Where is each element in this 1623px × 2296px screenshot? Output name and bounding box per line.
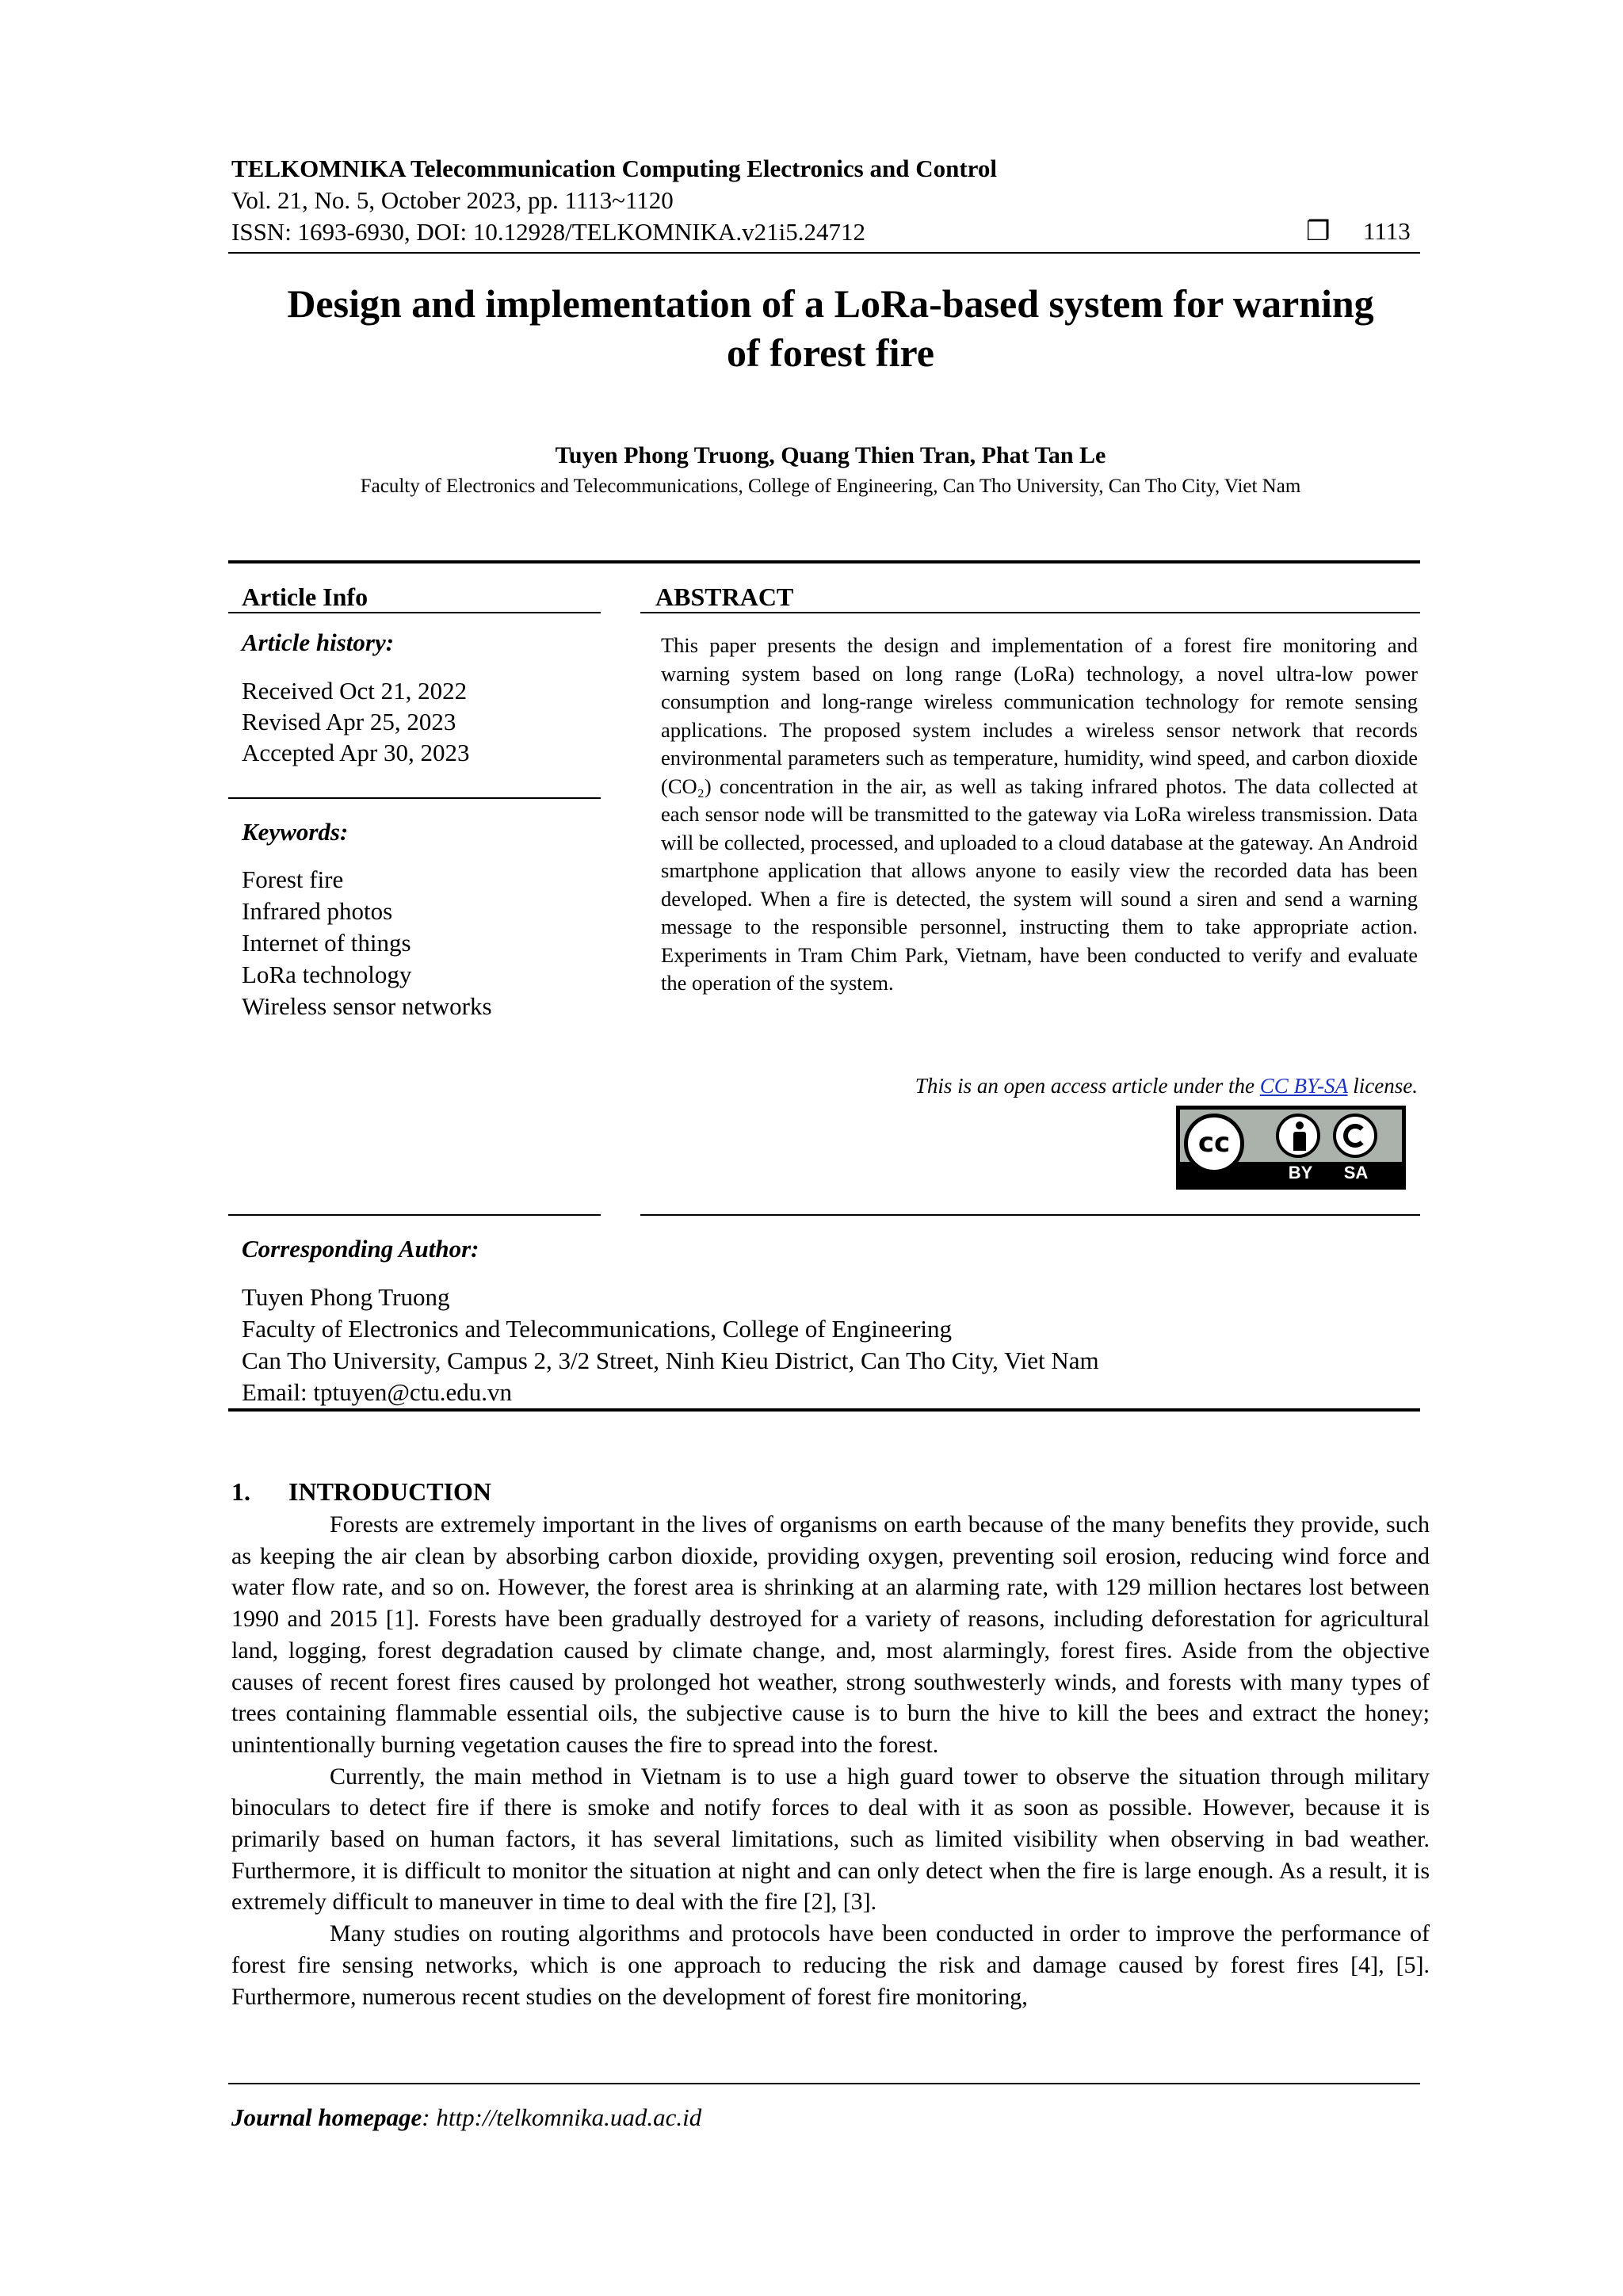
corresponding-email: Email: tptuyen@ctu.edu.vn <box>242 1378 513 1406</box>
keyword-item: Wireless sensor networks <box>242 992 492 1020</box>
keywords-rule <box>228 797 601 799</box>
article-info-heading: Article Info <box>242 583 369 611</box>
page-number: 1113 <box>1363 217 1411 245</box>
keyword-list <box>242 864 492 1022</box>
paragraph: Currently, the main method in Vietnam is to use a high guard tower to observe the situation through military binoculars to detect fire if there is smoke and notify forces to deal with it as soon as possible. However, because it is primarily based on human factors, it has several limitations, such as limited visibility when observing in bad weather. Furthermore, it is difficult to monitor the situation at night and can only detect when the fire is large enough. As a result, it is extremely difficult to maneuver in time to deal with the fire [2], [3]. <box>231 1763 1430 1916</box>
section-heading <box>231 1477 491 1507</box>
corresponding-dept: Faculty of Electronics and Telecommunications, College of Engineering <box>242 1315 953 1343</box>
corresponding-bottom-rule <box>228 1408 1420 1412</box>
corresponding-heading: Corresponding Author: <box>242 1235 479 1263</box>
revised-date: Revised Apr 25, 2023 <box>242 708 456 735</box>
abstract-heading: ABSTRACT <box>655 583 794 611</box>
info-top-rule <box>228 560 1420 563</box>
cc-by-sa-link[interactable]: CC BY-SA <box>1259 1074 1348 1098</box>
corresponding-name: Tuyen Phong Truong <box>242 1283 450 1311</box>
volume-info: Vol. 21, No. 5, October 2023, pp. 1113~1120 <box>231 186 674 214</box>
corresponding-block <box>242 1282 1099 1408</box>
cc-icon <box>1184 1114 1244 1174</box>
abstract-bottom-rule <box>640 1214 1420 1216</box>
introduction-body <box>231 1509 1430 2012</box>
header-rule <box>228 252 1420 254</box>
paragraph: Forests are extremely important in the lives of organisms on earth because of the many benefits they provide, such as keeping the air clean by absorbing carbon dioxide, providing oxygen, preventing soil erosion, reducing wind force and water flow rate, and so on. However, the forest area is shrinking at an alarming rate, with 129 million hectares lost between 1990 and 2015 [1]. Forests have been gradually destroyed for a variety of reasons, including deforestation for agricultural land, logging, forest degradation caused by climate change, and, most alarmingly, forest fires. Aside from the objective causes of recent forest fires caused by prolonged hot weather, strong southwesterly winds, and forests with many types of trees containing flammable essential oils, the subjective cause is to burn the hive to kill the bees and extract the honey; unintentionally burning vegetation causes the fire to spread into the forest. <box>231 1511 1430 1758</box>
sa-icon <box>1333 1114 1377 1158</box>
license-suffix: license. <box>1347 1074 1418 1098</box>
license-prefix: This is an open access article under the <box>915 1074 1260 1098</box>
by-person-icon <box>1276 1114 1320 1158</box>
license-note <box>661 1074 1418 1098</box>
received-date: Received Oct 21, 2022 <box>242 677 468 705</box>
section-number: 1. <box>231 1477 250 1506</box>
sa-arrow <box>1343 1124 1367 1148</box>
by-person-body <box>1293 1132 1306 1151</box>
abstract-text: This paper presents the design and implementation of a forest fire monitoring and warning system based on long range (LoRa) technology, a novel ultra-low power consumption and long-range wireless communication technology for remote sensing applications. The proposed system includes a wireless sensor network that records environmental parameters such as temperature, humidity, wind speed, and carbon dioxide (CO₂) concentration in the air, as well as taking infrared photos. The data collected at each sensor node will be transmitted to the gateway via LoRa wireless transmission. Data will be collected, processed, and uploaded to a cloud database at the gateway. An Android smartphone application that allows anyone to easily view the recorded data has been developed. When a fire is detected, the system will sound a siren and send a warning message to the responsible personnel, instructing them to take appropriate action. Experiments in Tram Chim Park, Vietnam, have been conducted to verify and evaluate the operation of the system. <box>661 633 1418 995</box>
journal-homepage <box>231 2103 701 2132</box>
cc-by-sa-badge[interactable] <box>1176 1106 1406 1190</box>
homepage-url[interactable]: : http://telkomnika.uad.ac.id <box>422 2103 702 2131</box>
keyword-item: Infrared photos <box>242 897 393 925</box>
authors: Tuyen Phong Truong, Quang Thien Tran, Phat Tan Le <box>555 442 1106 468</box>
title-line-2: of forest fire <box>727 330 934 375</box>
paper-title <box>231 279 1430 377</box>
section-title: INTRODUCTION <box>288 1477 492 1506</box>
accepted-date: Accepted Apr 30, 2023 <box>242 739 470 766</box>
by-person-head <box>1296 1121 1304 1129</box>
journal-name: TELKOMNIKA Telecommunication Computing Electronics and Control <box>231 155 997 182</box>
title-line-1: Design and implementation of a LoRa-based system for warning <box>287 281 1374 326</box>
keyword-item: LoRa technology <box>242 961 412 988</box>
issn-doi: ISSN: 1693-6930, DOI: 10.12928/TELKOMNIKA.v21i5.24712 <box>231 218 865 246</box>
keyword-item: Forest fire <box>242 865 344 893</box>
cc-icon-text: cc <box>1197 1127 1231 1159</box>
abstract-rule <box>640 612 1420 613</box>
info-bottom-rule <box>228 1214 601 1216</box>
corresponding-address: Can Tho University, Campus 2, 3/2 Street, Ninh Kieu District, Can Tho City, Viet Nam <box>242 1347 1099 1374</box>
footer-rule <box>228 2083 1420 2084</box>
affiliation: Faculty of Electronics and Telecommunications, College of Engineering, Can Tho University, Can Tho City, Viet Nam <box>360 476 1301 497</box>
keywords-label: Keywords: <box>242 818 349 846</box>
article-history-label: Article history: <box>242 628 395 656</box>
sa-label: SA <box>1343 1163 1369 1182</box>
by-label: BY <box>1288 1163 1313 1182</box>
box-icon: ❐ <box>1306 216 1331 247</box>
homepage-label: Journal homepage <box>231 2103 422 2131</box>
paragraph: Many studies on routing algorithms and protocols have been conducted in order to improve the performance of forest fire sensing networks, which is one approach to reducing the risk and damage caused by forest fires [4], [5]. Furthermore, numerous recent studies on the development of forest fire monitoring, <box>231 1920 1430 2010</box>
abstract-body <box>661 632 1418 998</box>
keyword-item: Internet of things <box>242 929 411 957</box>
article-info-rule <box>228 612 601 613</box>
